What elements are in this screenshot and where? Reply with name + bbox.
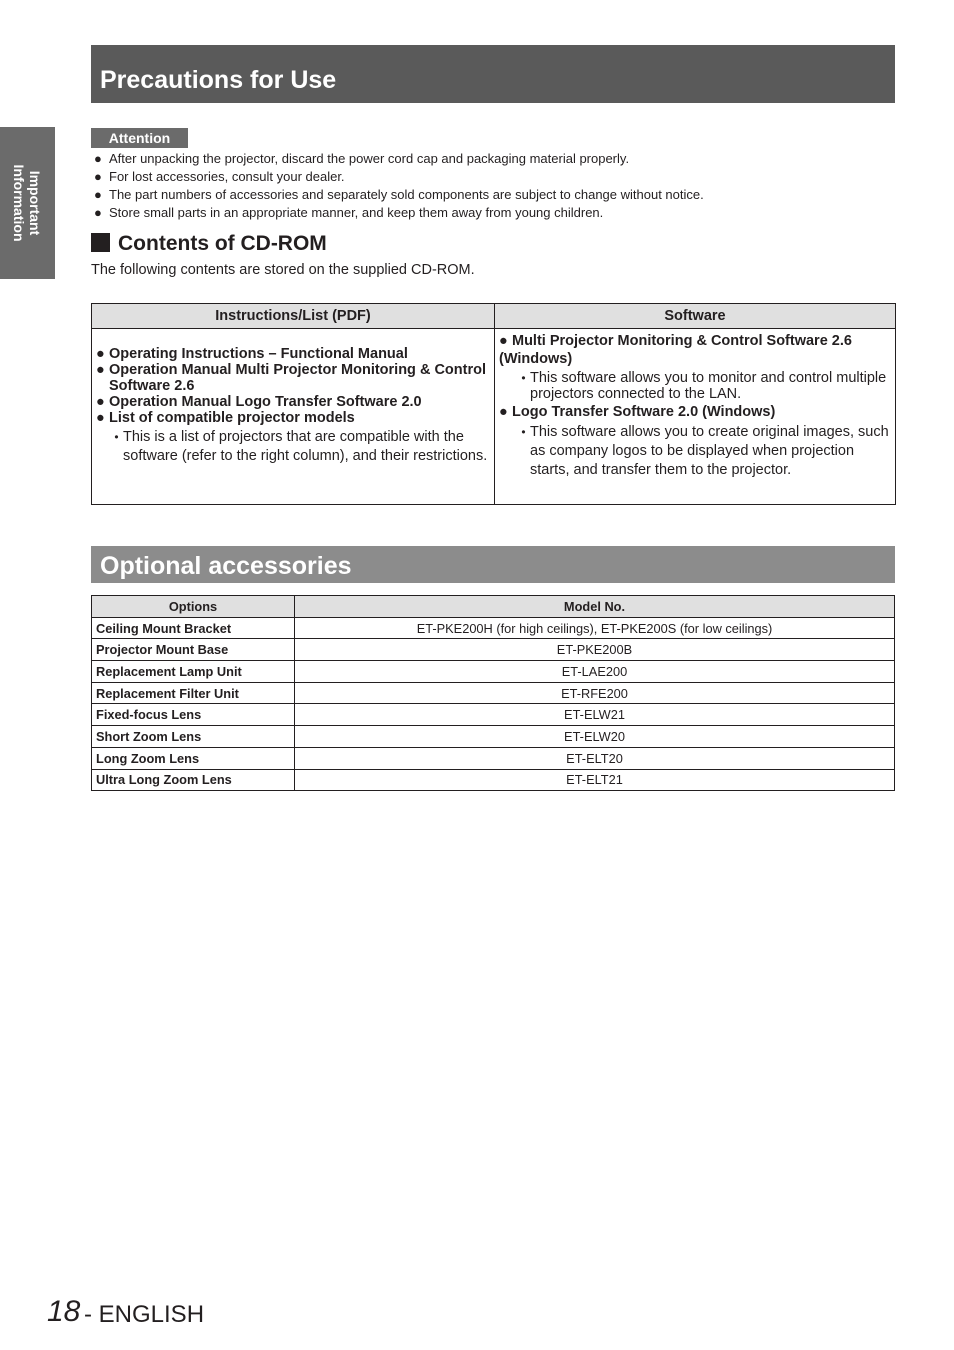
table-row: Replacement Lamp Unit ET-LAE200 (92, 661, 895, 683)
note-item: • This software allows you to create original images, such as company logos to be displayed when projection starts, and transfer them to the projector. (499, 423, 891, 480)
square-marker-icon (91, 233, 110, 252)
list-item: ● Operation Manual Multi Projector Monitoring & Control Software 2.6 (96, 362, 486, 394)
attention-list (94, 150, 704, 222)
note-bullet-icon: • (114, 430, 119, 444)
table-row: Projector Mount Base ET-PKE200B (92, 639, 895, 661)
attention-label: Attention (91, 128, 188, 148)
page-language: - ENGLISH (84, 1301, 205, 1328)
cd-rom-table (91, 303, 896, 505)
list-item: ● Multi Projector Monitoring & Control Software 2.6 (Windows) (499, 333, 852, 367)
column-header-model: Model No. (295, 596, 895, 618)
column-header-instructions: Instructions/List (PDF) (92, 304, 495, 329)
table-row: Replacement Filter Unit ET-RFE200 (92, 682, 895, 704)
accessories-title: Optional accessories (91, 546, 895, 583)
bullet-icon: ● (499, 404, 508, 420)
note-item: • This software allows you to monitor and control multiple projectors connected to the LAN. (499, 370, 891, 402)
software-cell (495, 329, 896, 505)
list-item: ● For lost accessories, consult your dealer. (94, 169, 345, 184)
bullet-icon: ● (499, 333, 508, 349)
bullet-icon: ● (96, 346, 105, 362)
bullet-icon: ● (96, 394, 105, 410)
list-item: ● Operating Instructions – Functional Manual (96, 346, 408, 362)
list-item: ● List of compatible projector models (96, 410, 355, 426)
cd-rom-intro: The following contents are stored on the supplied CD-ROM. (91, 262, 475, 278)
list-item: ● After unpacking the projector, discard the power cord cap and packaging material properly. (94, 151, 630, 166)
side-tab-line-2: Information (11, 164, 27, 242)
bullet-icon: ● (96, 362, 105, 378)
list-item: ● Operation Manual Logo Transfer Software 2.0 (96, 394, 422, 410)
side-tab-label (11, 165, 43, 242)
table-row: Ceiling Mount Bracket ET-PKE200H (for high ceilings), ET-PKE200S (for low ceilings) (92, 617, 895, 639)
column-header-options: Options (92, 596, 295, 618)
cd-rom-heading: Contents of CD-ROM (91, 232, 327, 256)
note-bullet-icon: • (521, 371, 526, 385)
accessories-table (91, 595, 895, 791)
column-header-software: Software (495, 304, 896, 329)
side-tab-line-1: Important (27, 170, 43, 236)
note-item: • This is a list of projectors that are compatible with the software (refer to the right column), and their restrictions. (96, 428, 490, 466)
list-item: ● The part numbers of accessories and separately sold components are subject to change without notice. (94, 187, 704, 202)
bullet-icon: ● (96, 410, 105, 426)
page-number: 18 (47, 1295, 81, 1328)
note-bullet-icon: • (521, 425, 526, 439)
page-title: Precautions for Use (91, 45, 895, 103)
instructions-cell (92, 329, 495, 505)
table-row: Ultra Long Zoom Lens ET-ELT21 (92, 769, 895, 791)
table-row: Fixed-focus Lens ET-ELW21 (92, 704, 895, 726)
bullet-icon: ● (94, 169, 102, 184)
table-row: Short Zoom Lens ET-ELW20 (92, 726, 895, 748)
bullet-icon: ● (94, 205, 102, 220)
bullet-icon: ● (94, 187, 102, 202)
table-row: Long Zoom Lens ET-ELT20 (92, 747, 895, 769)
bullet-icon: ● (94, 151, 102, 166)
list-item: ● Logo Transfer Software 2.0 (Windows) (499, 404, 776, 420)
list-item: ● Store small parts in an appropriate manner, and keep them away from young children. (94, 205, 604, 220)
